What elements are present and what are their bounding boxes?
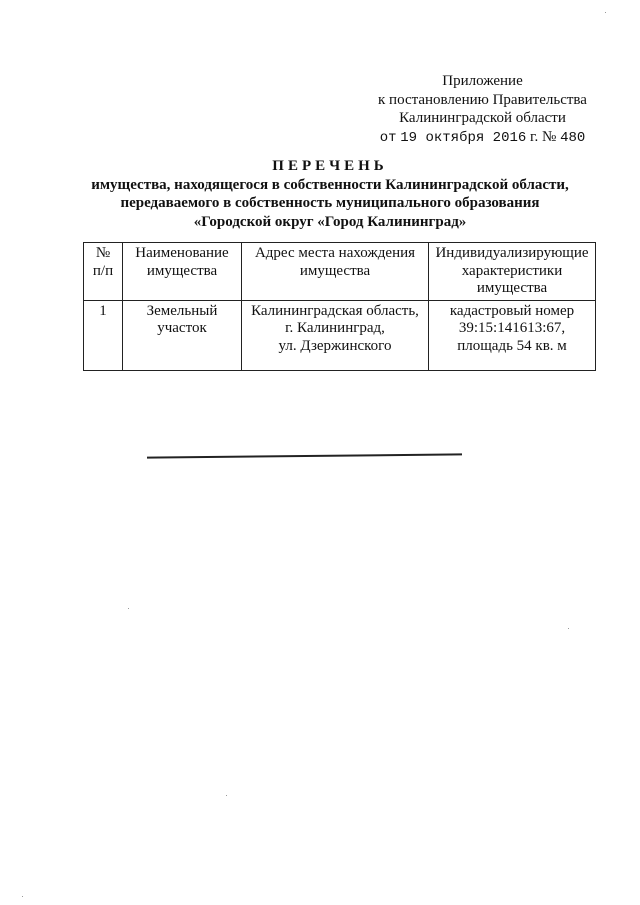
appendix-header <box>370 72 595 147</box>
cell-char-line-1: кадастровый номер <box>449 302 575 319</box>
table-row <box>84 300 596 370</box>
scan-speck <box>22 896 23 897</box>
appendix-date: 19 октября 2016 <box>400 129 527 146</box>
scan-speck <box>568 628 569 629</box>
title-line-2: передаваемого в собственность муниципального образования <box>120 195 540 211</box>
appendix-date-prefix: от <box>379 129 397 146</box>
appendix-number: 480 <box>560 129 586 146</box>
cell-characteristics <box>429 300 596 370</box>
appendix-number-label: г. № <box>530 128 557 145</box>
appendix-region: Калининградской области <box>399 110 566 126</box>
scan-speck <box>605 12 606 13</box>
table-header-row <box>84 243 596 301</box>
appendix-title: Приложение <box>442 73 523 89</box>
cell-name <box>123 300 242 370</box>
title-line-1: имущества, находящегося в собственности Калининградской области, <box>91 176 569 193</box>
cell-address-line-2: г. Калининград, <box>285 320 385 336</box>
scan-speck <box>128 608 129 609</box>
header-address: Адрес места нахождения имущества <box>242 243 429 301</box>
scan-speck <box>226 795 227 796</box>
cell-address <box>242 300 429 370</box>
header-number-abbr: п/п <box>92 262 114 279</box>
cell-name-line-1: Земельный <box>146 302 218 319</box>
header-name: Наименование имущества <box>123 243 242 301</box>
document-title <box>60 157 600 231</box>
cell-char-line-2: 39:15:141613:67, <box>458 320 566 336</box>
appendix-resolution-ref: к постановлению Правительства <box>378 91 587 108</box>
cell-address-line-1: Калининградская область, <box>251 302 419 319</box>
title-line-3: «Городской округ «Город Калининград» <box>193 213 467 230</box>
title-heading: ПЕРЕЧЕНЬ <box>272 158 388 174</box>
cell-name-line-2: участок <box>157 320 207 336</box>
header-characteristics: Индивидуализирующие характеристики имущества <box>429 243 596 301</box>
cell-address-line-3: ул. Дзержинского <box>278 337 392 354</box>
header-number <box>84 243 123 301</box>
end-of-list-line <box>147 453 462 458</box>
cell-char-line-3: площадь 54 кв. м <box>457 337 567 354</box>
appendix-date-line <box>370 128 595 148</box>
cell-number: 1 <box>84 300 123 370</box>
header-number-sign: № <box>95 245 111 261</box>
property-table <box>83 242 596 371</box>
